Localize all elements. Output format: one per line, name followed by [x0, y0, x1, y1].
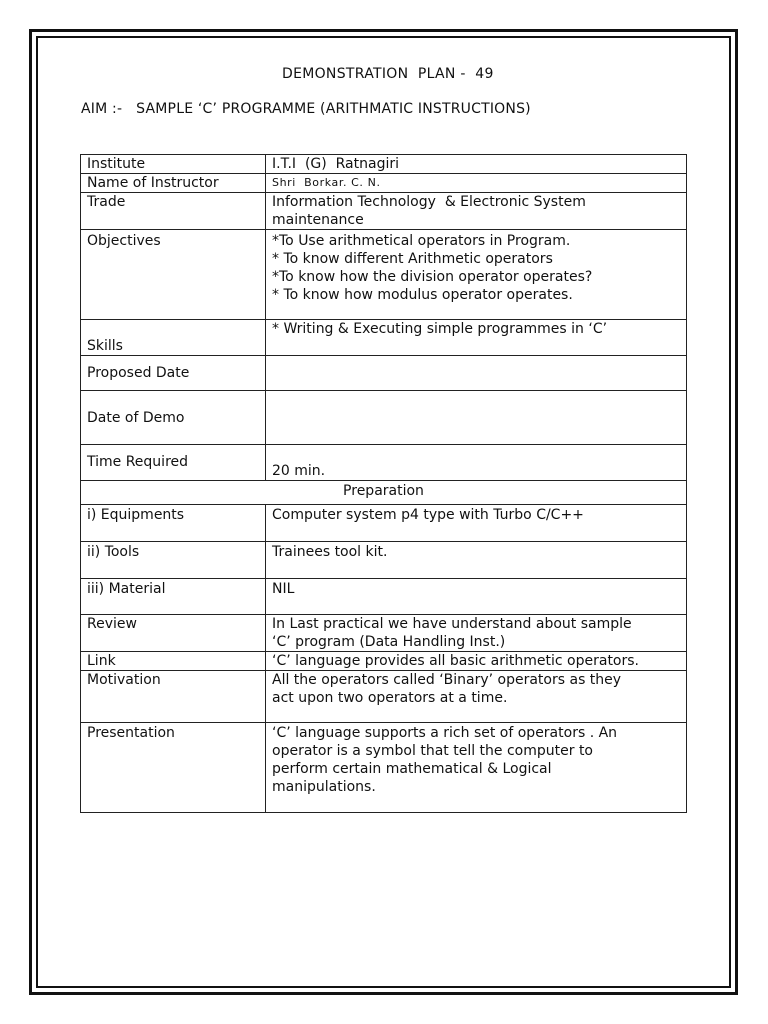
row-link — [81, 652, 687, 671]
objective-item: * To know how modulus operator operates. — [272, 287, 573, 303]
trade-label: Trade — [81, 193, 266, 230]
trade-value-line2: maintenance — [272, 212, 364, 228]
date-of-demo-label: Date of Demo — [81, 391, 266, 445]
row-preparation-header — [81, 481, 687, 505]
document-title: DEMONSTRATION PLAN - 49 — [282, 66, 494, 82]
institute-value: I.T.I (G) Ratnagiri — [266, 155, 687, 174]
row-presentation — [81, 723, 687, 813]
presentation-line: ‘C’ language supports a rich set of operators . An — [272, 725, 618, 741]
row-trade — [81, 193, 687, 230]
trade-value-line1: Information Technology & Electronic System — [272, 194, 586, 210]
row-date-of-demo — [81, 391, 687, 445]
proposed-date-value — [266, 356, 687, 391]
review-value — [266, 615, 687, 652]
row-equipments — [81, 505, 687, 542]
material-value: NIL — [266, 579, 687, 615]
row-instructor — [81, 174, 687, 193]
row-motivation — [81, 671, 687, 723]
material-label: iii) Material — [81, 579, 266, 615]
link-value: ‘C’ language provides all basic arithmetic operators. — [266, 652, 687, 671]
row-time-required — [81, 445, 687, 481]
review-value-line2: ‘C’ program (Data Handling Inst.) — [272, 634, 506, 650]
equipments-value: Computer system p4 type with Turbo C/C++ — [266, 505, 687, 542]
instructor-label: Name of Instructor — [81, 174, 266, 193]
institute-label: Institute — [81, 155, 266, 174]
presentation-line: perform certain mathematical & Logical — [272, 761, 552, 777]
time-required-value: 20 min. — [266, 445, 687, 481]
row-objectives — [81, 230, 687, 320]
row-review — [81, 615, 687, 652]
objective-item: * To know different Arithmetic operators — [272, 251, 553, 267]
row-material — [81, 579, 687, 615]
time-required-label: Time Required — [81, 445, 266, 481]
motivation-value-line1: All the operators called ‘Binary’ operators as they — [272, 672, 622, 688]
presentation-value — [266, 723, 687, 813]
review-label: Review — [81, 615, 266, 652]
motivation-value-line2: act upon two operators at a time. — [272, 690, 508, 706]
skills-label: Skills — [81, 320, 266, 356]
equipments-label: i) Equipments — [81, 505, 266, 542]
row-tools — [81, 542, 687, 579]
preparation-header: Preparation — [81, 481, 687, 505]
proposed-date-label: Proposed Date — [81, 356, 266, 391]
presentation-line: operator is a symbol that tell the computer to — [272, 743, 593, 759]
presentation-label: Presentation — [81, 723, 266, 813]
objectives-value — [266, 230, 687, 320]
date-of-demo-value — [266, 391, 687, 445]
review-value-line1: In Last practical we have understand about sample — [272, 616, 632, 632]
row-proposed-date — [81, 356, 687, 391]
objective-item: *To know how the division operator operates? — [272, 269, 593, 285]
presentation-line: manipulations. — [272, 779, 376, 795]
aim-line: AIM :- SAMPLE ‘C’ PROGRAMME (ARITHMATIC INSTRUCTIONS) — [81, 101, 531, 117]
objectives-label: Objectives — [81, 230, 266, 320]
trade-value — [266, 193, 687, 230]
motivation-value — [266, 671, 687, 723]
link-label: Link — [81, 652, 266, 671]
demonstration-plan-table — [80, 154, 687, 813]
skills-value: * Writing & Executing simple programmes in ‘C’ — [266, 320, 687, 356]
row-institute — [81, 155, 687, 174]
row-skills — [81, 320, 687, 356]
instructor-value: Shri Borkar. C. N. — [266, 174, 687, 193]
motivation-label: Motivation — [81, 671, 266, 723]
tools-value: Trainees tool kit. — [266, 542, 687, 579]
tools-label: ii) Tools — [81, 542, 266, 579]
objective-item: *To Use arithmetical operators in Program. — [272, 233, 571, 249]
